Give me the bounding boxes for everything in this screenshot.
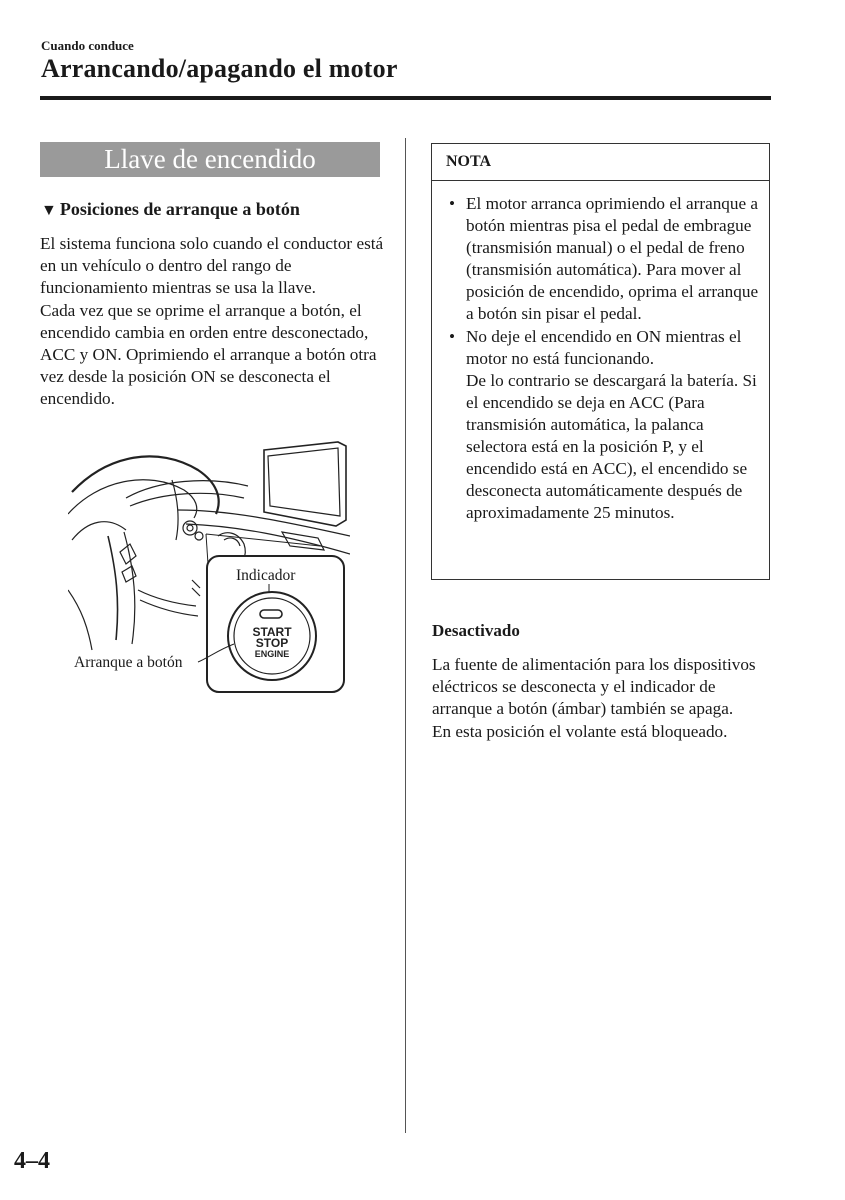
button-text-engine: ENGINE — [254, 649, 290, 659]
intro-text — [40, 233, 385, 411]
subsection-heading — [41, 199, 300, 220]
column-divider — [405, 138, 406, 1133]
note-item-text: De lo contrario se descargará la batería. Si el encendido se deja en ACC (Para transmisión automática, la palanca selectora está en la posición P, y el encendido está en ACC), el encendido se desconecta automáticamente después de aproximadamente 25 minutos. — [466, 370, 757, 523]
button-text-start: START — [252, 625, 292, 639]
page-title: Arrancando/apagando el motor — [41, 54, 398, 83]
deactivated-paragraph: En esta posición el volante está bloqueado. — [432, 721, 728, 741]
section-banner: Llave de encendido — [40, 142, 380, 177]
note-item — [444, 193, 766, 326]
button-text-stop: STOP — [255, 636, 289, 650]
page-number: 4–4 — [14, 1148, 50, 1174]
note-item-text: No deje el encendido en ON mientras el motor no está funcionando. — [466, 326, 742, 368]
note-list — [444, 193, 766, 524]
deactivated-paragraph: La fuente de alimentación para los dispositivos eléctricos se desconecta y el indicador de arranque a botón (ámbar) también se apaga. — [432, 655, 756, 719]
note-item-text: El motor arranca oprimiendo el arranque a botón mientras pisa el pedal de embrague (transmisión manual) o el pedal de freno (transmisión automática). Para mover al posición de encendido, oprima el arranque a botón sin pisar el pedal. — [466, 194, 759, 324]
button-callout: Arranque a botón — [74, 654, 183, 671]
intro-paragraph: El sistema funciona solo cuando el conductor está en un vehículo o dentro del rango de funcionamiento mientras se usa la llave. — [40, 234, 384, 298]
note-box — [431, 143, 770, 580]
title-rule — [40, 96, 771, 100]
deactivated-heading: Desactivado — [432, 621, 520, 640]
bullet-icon: • — [449, 194, 456, 213]
deactivated-text — [432, 654, 777, 743]
intro-paragraph: Cada vez que se oprime el arranque a botón, el encendido cambia en orden entre desconectado, ACC y ON. Oprimiendo el arranque a botón otra vez desde la posición ON se desconecta el encendido. — [40, 300, 377, 409]
note-title: NOTA — [446, 153, 492, 170]
note-header — [432, 144, 769, 181]
subsection-heading-text: Posiciones de arranque a botón — [59, 199, 300, 219]
breadcrumb: Cuando conduce — [41, 38, 134, 53]
triangle-marker-icon: ▼ — [41, 202, 57, 219]
bullet-icon: • — [449, 326, 456, 346]
indicator-callout: Indicador — [236, 567, 296, 584]
note-item — [444, 326, 766, 525]
